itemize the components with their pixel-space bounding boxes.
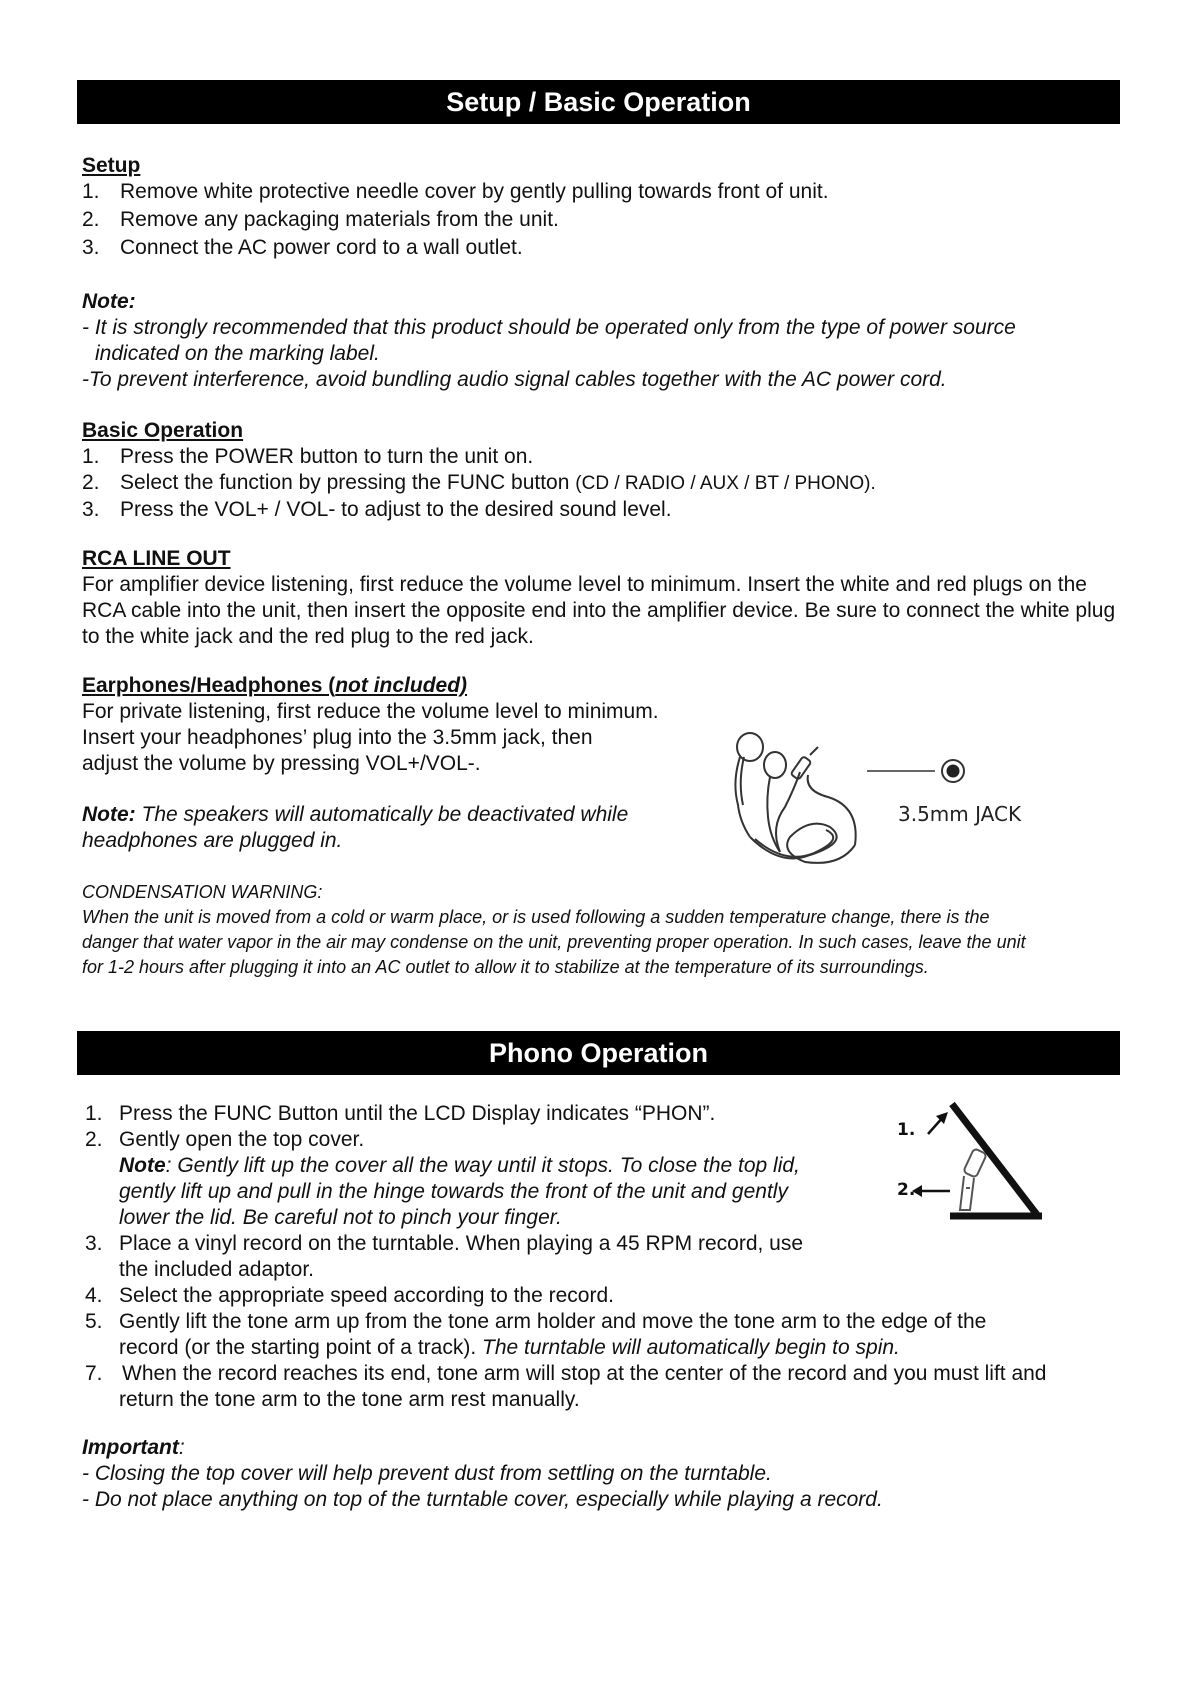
lid-hinge-icon (890, 1098, 1050, 1233)
basic-operation-heading: Basic Operation (82, 419, 244, 442)
important-line: - Do not place anything on top of the turntable cover, especially while playing a record. (82, 1488, 883, 1511)
phono-step: 2. Gently open the top cover. (85, 1128, 365, 1151)
setup-heading: Setup (82, 154, 141, 177)
condensation-title: CONDENSATION WARNING: (82, 882, 323, 902)
phono-step-note: lower the lid. Be careful not to pinch your finger. (119, 1206, 562, 1229)
phono-step: 7. When the record reaches its end, tone arm will stop at the center of the record and you must lift and (85, 1362, 1047, 1385)
phono-step: 1. Press the FUNC Button until the LCD Display indicates “PHON”. (85, 1102, 716, 1125)
important-line: - Closing the top cover will help prevent dust from settling on the turntable. (82, 1462, 772, 1485)
note-line: indicated on the marking label. (95, 342, 380, 365)
rca-text: For amplifier device listening, first reduce the volume level to minimum. Insert the white and red plugs on the RCA cable into the unit, then insert the opposite end into the amplifier device. Be sure to connect the white plug to the white jack and the red plug to the red jack. (82, 573, 1116, 648)
setup-steps (82, 179, 1122, 261)
rca-heading: RCA LINE OUT (82, 547, 231, 570)
phono-step: return the tone arm to the tone arm rest manually. (119, 1388, 580, 1411)
power-note (82, 289, 1122, 393)
setup-section (82, 153, 1122, 261)
rca-section (82, 546, 1122, 650)
setup-step: 2. Remove any packaging materials from the unit. (82, 208, 559, 231)
condensation-line: danger that water vapor in the air may condense on the unit, preventing proper operation. In such cases, leave the unit (82, 932, 1026, 952)
lid-diagram (890, 1098, 1050, 1233)
condensation-line: for 1-2 hours after plugging it into an AC outlet to allow it to stabilize at the temperature of its surroundings. (82, 957, 929, 977)
condensation-warning (82, 880, 1122, 980)
earphones-line: adjust the volume by pressing VOL+/VOL-. (82, 752, 481, 775)
condensation-line: When the unit is moved from a cold or warm place, or is used following a sudden temperature change, there is the (82, 907, 990, 927)
phono-step: the included adaptor. (119, 1258, 314, 1281)
phono-step: record (or the starting point of a track). The turntable will automatically begin to spin. (119, 1336, 900, 1359)
section-header-setup: Setup / Basic Operation (77, 80, 1120, 124)
section-header-phono: Phono Operation (77, 1031, 1120, 1075)
diagram-label-1: 1. (897, 1120, 916, 1140)
note-line: - It is strongly recommended that this product should be operated only from the type of power source (82, 316, 1016, 339)
phono-step-note: gently lift up and pull in the hinge towards the front of the unit and gently (119, 1180, 788, 1203)
basic-operation-steps (82, 444, 1122, 523)
earphones-section (82, 673, 722, 854)
earphones-note: headphones are plugged in. (82, 829, 343, 852)
earphones-note: Note: The speakers will automatically be deactivated while (82, 803, 629, 826)
note-label: Note: (82, 290, 136, 313)
basic-operation-section (82, 418, 1122, 523)
phono-step: 5. Gently lift the tone arm up from the tone arm holder and move the tone arm to the edge of the (85, 1310, 987, 1333)
jack-label: 3.5mm JACK (898, 802, 1022, 826)
phono-step: 4. Select the appropriate speed according to the record. (85, 1284, 614, 1307)
earphones-illustration (710, 727, 1030, 877)
earphones-heading: Earphones/Headphones (not included) (82, 674, 468, 697)
note-line: -To prevent interference, avoid bundling audio signal cables together with the AC power cord. (82, 368, 947, 391)
setup-step: 3. Connect the AC power cord to a wall outlet. (82, 236, 523, 259)
basic-step: 2. Select the function by pressing the FUNC button (CD / RADIO / AUX / BT / PHONO). (82, 471, 876, 494)
phono-step-note: Note: Gently lift up the cover all the way until it stops. To close the top lid, (119, 1154, 800, 1177)
phono-step: 3. Place a vinyl record on the turntable. When playing a 45 RPM record, use (85, 1232, 804, 1255)
basic-step: 1. Press the POWER button to turn the unit on. (82, 445, 534, 468)
basic-step: 3. Press the VOL+ / VOL- to adjust to the desired sound level. (82, 498, 672, 521)
setup-step: 1. Remove white protective needle cover by gently pulling towards front of unit. (82, 180, 829, 203)
earphones-line: For private listening, first reduce the volume level to minimum. (82, 700, 659, 723)
earphones-line: Insert your headphones’ plug into the 3.5mm jack, then (82, 726, 593, 749)
diagram-label-2: 2. (897, 1180, 916, 1200)
important-label: Important: (82, 1436, 185, 1459)
important-section (82, 1435, 1122, 1513)
